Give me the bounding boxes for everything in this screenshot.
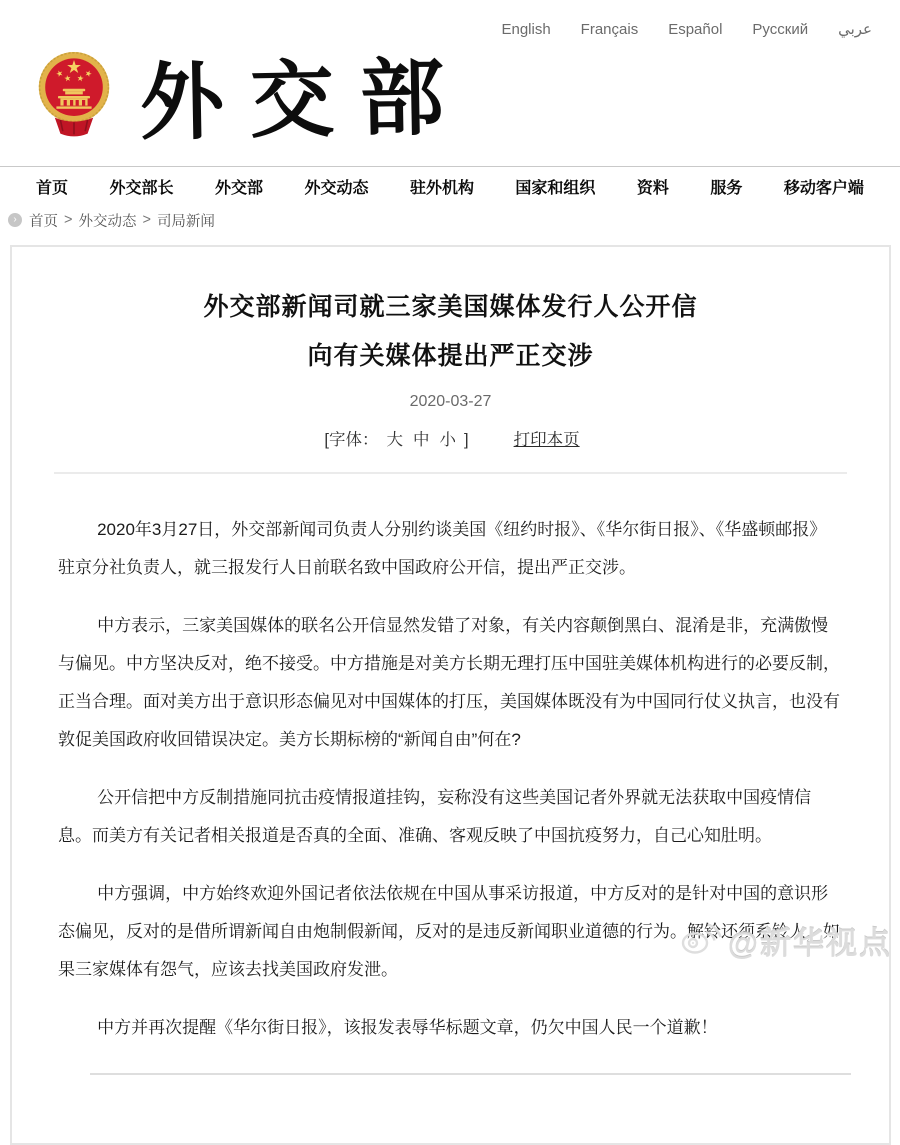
article-container [10,245,891,1145]
nav-item-minister[interactable]: 外交部长 [109,180,174,197]
article-controls [50,426,851,450]
nav-item-activities[interactable]: 外交动态 [304,180,369,197]
china-national-emblem-icon [34,48,114,149]
article-footer-divider [90,1073,851,1075]
article-date: 2020-03-27 [409,393,492,410]
font-size-large-button[interactable]: 大 [386,431,403,449]
font-size-label-suffix: ] [464,431,469,449]
article-title-line1: 外交部新闻司就三家美国媒体发行人公开信 [203,293,698,321]
breadcrumb-activities[interactable]: 外交动态 [78,213,137,230]
nav-item-countries[interactable]: 国家和组织 [515,180,596,197]
font-size-small-button[interactable]: 小 [439,431,456,449]
watermark-text: @新华视点 [727,926,892,961]
article-paragraph: 2020年3月27日，外交部新闻司负责人分别约谈美国《纽约时报》、《华尔街日报》、《华盛顿邮报》驻京分社负责人，就三报发行人日前联名致中国政府公开信，提出严正交涉。 [58,520,827,577]
nav-item-home[interactable]: 首页 [36,180,69,197]
nav-item-missions[interactable]: 驻外机构 [409,180,474,197]
breadcrumb-separator: > [64,212,73,228]
lang-link-spanish[interactable]: Español [668,20,723,38]
nav-item-mobile-app[interactable]: 移动客户端 [783,180,864,197]
nav-item-ministry[interactable]: 外交部 [214,180,263,197]
breadcrumb [0,206,900,232]
breadcrumb-dept-news[interactable]: 司局新闻 [156,213,215,230]
lang-link-arabic[interactable]: عربي [838,21,872,38]
breadcrumb-arrow-icon: › [8,213,22,227]
title-body-divider [54,472,847,474]
lang-link-russian[interactable]: Русский [752,20,809,38]
article-title-line2: 向有关媒体提出严正交涉 [307,342,594,370]
font-size-medium-button[interactable]: 中 [413,431,430,449]
breadcrumb-home[interactable]: 首页 [29,213,58,230]
nav-item-services[interactable]: 服务 [710,180,743,197]
nav-item-resources[interactable]: 资料 [636,180,669,197]
font-size-label-prefix: [字体： [324,431,379,449]
main-nav [0,166,900,206]
lang-link-english[interactable]: English [501,20,551,38]
site-header [0,40,900,166]
language-bar [0,0,900,40]
breadcrumb-separator: > [142,212,151,228]
article-paragraph: 中方强调，中方始终欢迎外国记者依法依规在中国从事采访报道，中方反对的是针对中国的意识形态偏见，反对的是借所谓新闻自由炮制假新闻，反对的是违反新闻职业道德的行为。解铃还须系铃人，如果三家媒体有怨气，应该去找美国政府发泄。 [58,884,840,979]
article-title [50,283,851,381]
article-paragraph: 中方表示，三家美国媒体的联名公开信显然发错了对象，有关内容颠倒黑白、混淆是非，充满傲慢与偏见。中方坚决反对，绝不接受。中方措施是对美方长期无理打压中国驻美媒体机构进行的必要反制，正当合理。面对美方出于意识形态偏见对中国媒体的打压，美国媒体既没有为中国同行仗义执言，也没有敦促美国政府收回错误决定。美方长期标榜的“新闻自由”何在? [58,616,840,749]
print-page-button[interactable]: 打印本页 [513,431,580,449]
article-paragraph: 公开信把中方反制措施同抗击疫情报道挂钩，妄称没有这些美国记者外界就无法获取中国疫情信息。而美方有关记者相关报道是否真的全面、准确、客观反映了中国抗疫努力，自己心知肚明。 [58,788,812,845]
article-paragraph: 中方并再次提醒《华尔街日报》，该报发表辱华标题文章，仍欠中国人民一个道歉！ [97,1018,718,1037]
lang-link-french[interactable]: Français [580,20,639,38]
ministry-calligraphy-logo: 外交部 [139,47,471,152]
